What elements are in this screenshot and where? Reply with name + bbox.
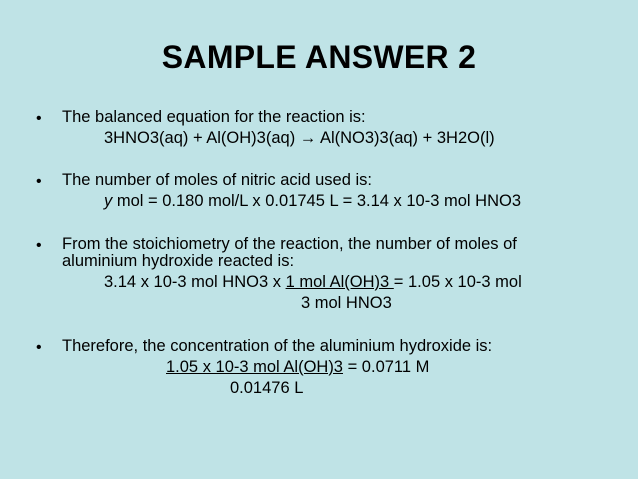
bullet-2-icon: •: [36, 173, 42, 190]
item-3-text-line1: From the stoichiometry of the reaction, the number of moles of: [62, 235, 517, 253]
item-3-calc-right: = 1.05 x 10-3 mol: [393, 273, 522, 291]
item-4-calculation: [166, 358, 429, 377]
bullet-1-icon: •: [36, 110, 42, 127]
item-3-calc-left: 3.14 x 10-3 mol HNO3 x: [104, 273, 286, 291]
item-2-variable: y: [104, 192, 113, 210]
item-2-calculation: [104, 192, 521, 211]
item-4-calc-numerator: 1.05 x 10-3 mol Al(OH)3: [166, 358, 343, 376]
bullet-3-icon: •: [36, 237, 42, 254]
item-4-text: Therefore, the concentration of the aluminium hydroxide is:: [62, 337, 493, 355]
item-1-text: The balanced equation for the reaction is:: [62, 108, 366, 126]
item-3-calc-denominator: 3 mol HNO3: [301, 294, 392, 312]
item-3-calculation: [104, 273, 522, 292]
item-2-text: The number of moles of nitric acid used is:: [62, 171, 372, 189]
slide-title: SAMPLE ANSWER 2: [161, 39, 477, 75]
item-2-calc-rest: mol = 0.180 mol/L x 0.01745 L = 3.14 x 10-3 mol HNO3: [112, 192, 522, 210]
item-3-calc-numerator: 1 mol Al(OH)3: [285, 273, 394, 291]
item-3-text-line2: aluminium hydroxide reacted is:: [62, 252, 295, 270]
item-1-equation: 3HNO3(aq) + Al(OH)3(aq) → Al(NO3)3(aq) + 3H2O(l): [104, 129, 495, 147]
item-4-calc-denominator: 0.01476 L: [230, 379, 304, 397]
item-4-calc-right: = 0.0711 M: [343, 358, 430, 376]
bullet-4-icon: •: [36, 339, 42, 356]
